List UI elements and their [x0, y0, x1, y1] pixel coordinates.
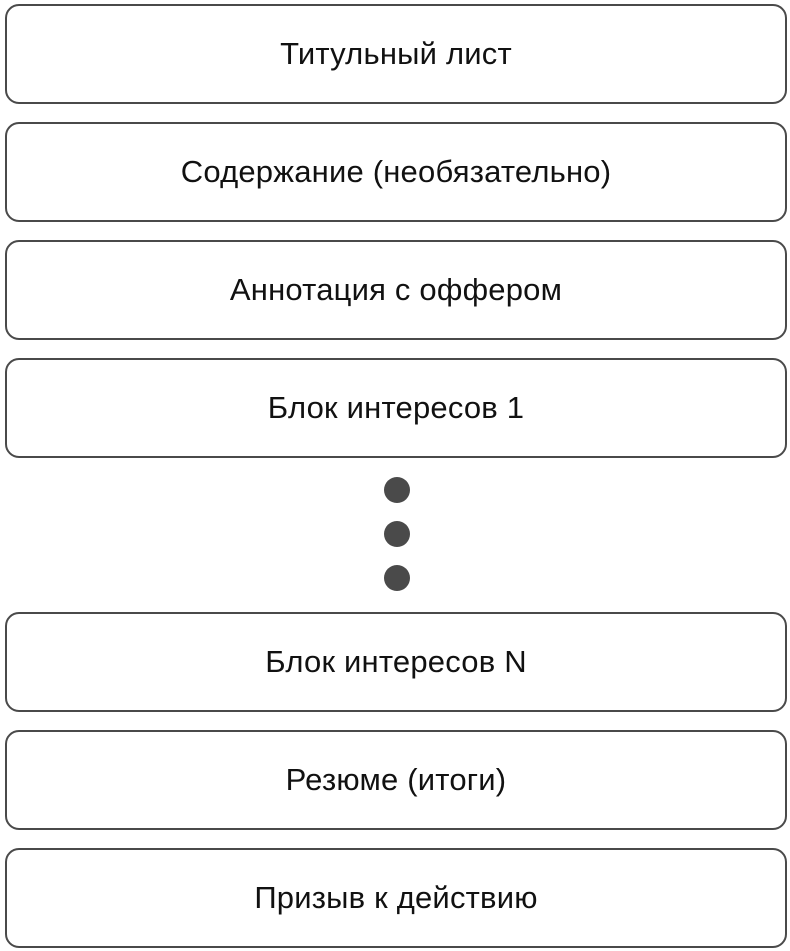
- ellipsis-dot: [384, 565, 410, 591]
- block-call-to-action: [5, 848, 787, 948]
- ellipsis-dot: [384, 477, 410, 503]
- block-annotation: [5, 240, 787, 340]
- vertical-ellipsis: [5, 458, 787, 612]
- block-summary: [5, 730, 787, 830]
- block-title-page: [5, 4, 787, 104]
- block-label: Титульный лист: [280, 36, 512, 71]
- block-label: Призыв к действию: [254, 880, 538, 915]
- document-structure-diagram: [5, 4, 787, 948]
- block-interests-n: [5, 612, 787, 712]
- block-interests-1: [5, 358, 787, 458]
- block-label: Аннотация с оффером: [229, 272, 563, 307]
- block-label: Резюме (итоги): [285, 762, 507, 797]
- block-label: Блок интересов N: [265, 644, 527, 679]
- ellipsis-dot: [384, 521, 410, 547]
- block-label: Содержание (необязательно): [180, 154, 612, 189]
- block-label: Блок интересов 1: [267, 390, 525, 425]
- block-contents: [5, 122, 787, 222]
